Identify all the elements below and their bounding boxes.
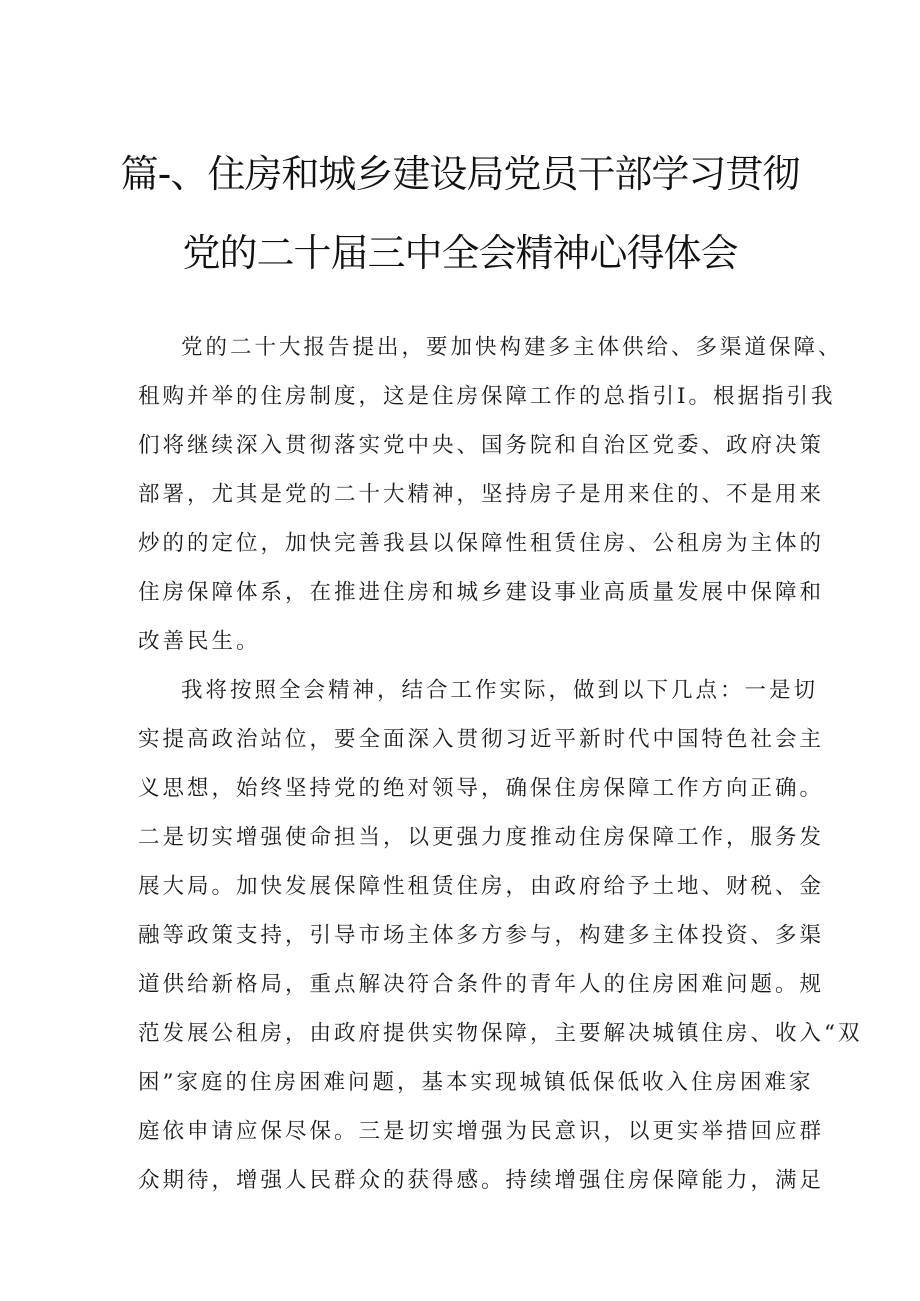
body-line: 展大局。加快发展保障性租赁住房，由政府给予土地、财税、金 (138, 874, 825, 899)
body-line: 们将继续深入贯彻落实党中央、国务院和自治区党委、政府决策 (138, 433, 825, 458)
body-line: 众期待，增强人民群众的获得感。持续增强住房保障能力，满足 (138, 1168, 825, 1193)
body-line: 范发展公租房，由政府提供实物保障，主要解决城镇住房、收入“双 (138, 1021, 863, 1046)
body-line: 融等政策支持，引导市场主体多方参与，构建多主体投资、多渠 (138, 923, 825, 948)
body-line: 党的二十大报告提出，要加快构建多主体供给、多渠道保障、 (181, 335, 843, 360)
body-line: 改善民生。 (138, 629, 261, 654)
body-line: 义思想，始终坚持党的绝对领导，确保住房保障工作方向正确。 (138, 776, 825, 801)
body-line: 住房保障体系，在推进住房和城乡建设事业高质量发展中保障和 (138, 580, 825, 605)
body-line: 实提高政治站位，要全面深入贯彻习近平新时代中国特色社会主 (138, 727, 825, 752)
body-line: 道供给新格局，重点解决符合条件的青年人的住房困难问题。规 (138, 972, 825, 997)
body-line: 租购并举的住房制度，这是住房保障工作的总指引I。根据指引我 (138, 384, 836, 409)
body-line: 困”家庭的住房困难问题，基本实现城镇低保低收入住房困难家 (138, 1070, 814, 1095)
document-title-line-2: 党的二十届三中全会精神心得体会 (182, 231, 738, 275)
body-line: 庭依申请应保尽保。三是切实增强为民意识，以更实举措回应群 (138, 1119, 825, 1144)
document-title-line-1: 篇-、住房和城乡建设局党员干部学习贯彻 (120, 152, 800, 196)
body-line: 炒的的定位，加快完善我县以保障性租赁住房、公租房为主体的 (138, 531, 825, 556)
body-line: 我将按照全会精神，结合工作实际，做到以下几点：一是切 (181, 678, 819, 703)
body-line: 二是切实增强使命担当，以更强力度推动住房保障工作，服务发 (138, 825, 825, 850)
body-line: 部署，尤其是党的二十大精神，坚持房子是用来住的、不是用来 (138, 482, 825, 507)
